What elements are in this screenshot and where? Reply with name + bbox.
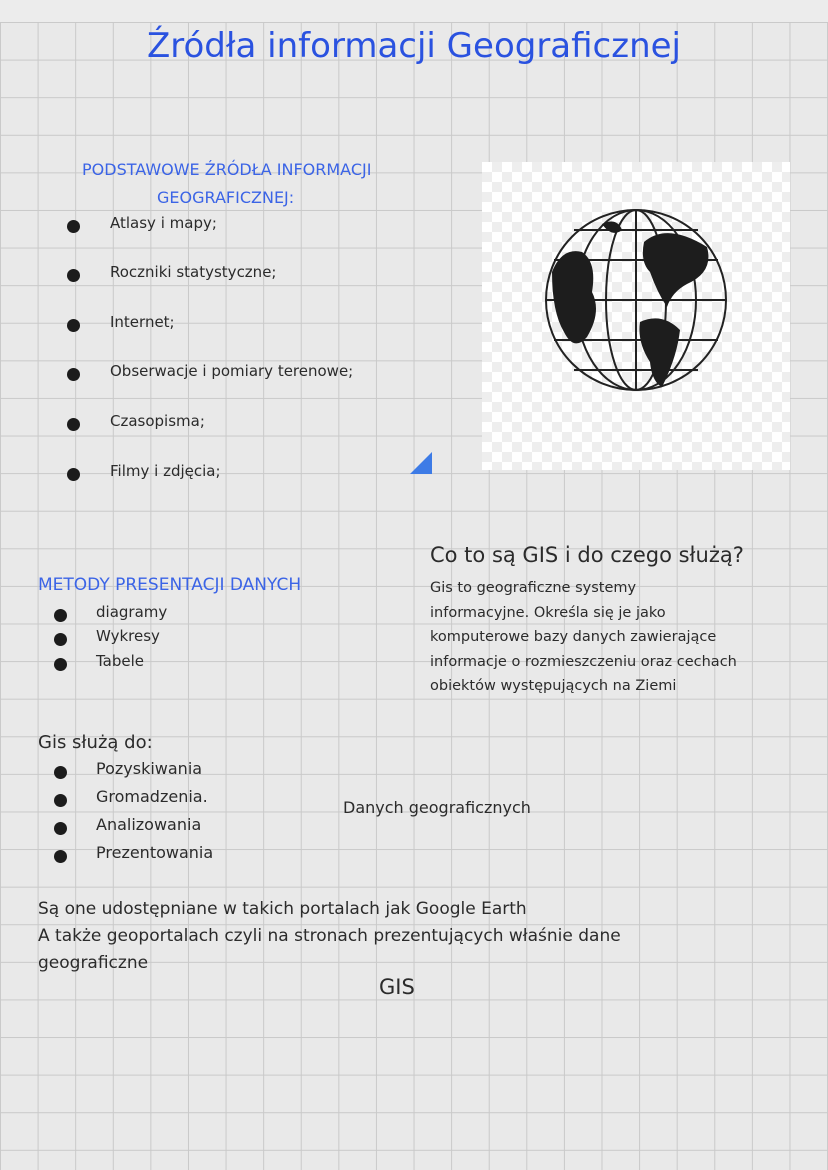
portals-text: [38, 896, 621, 977]
gis-uses-heading: Gis służą do:: [38, 732, 153, 753]
gis-description-line: Gis to geograficzne systemy: [430, 580, 637, 596]
gis-description-line: informacje o rozmieszczeniu oraz cechach: [430, 653, 737, 670]
bullet-icon: [67, 418, 80, 431]
top-band: [0, 0, 828, 22]
gis-description-line: informacyjne. Określa się je jako: [430, 604, 666, 621]
gis-description-line: obiektów występujących na Ziemi: [430, 678, 677, 694]
corner-triangle-icon: [410, 452, 432, 474]
bullet-icon: [67, 220, 80, 233]
portals-line: Są one udostępniane w takich portalach jak Google Earth: [38, 899, 527, 919]
bullet-icon: [54, 822, 67, 835]
bullet-icon: [54, 633, 67, 646]
bullet-icon: [54, 794, 67, 807]
bullet-icon: [67, 468, 80, 481]
methods-heading: METODY PRESENTACJI DANYCH: [38, 575, 302, 595]
sources-heading-line2: GEOGRAFICZNEJ:: [157, 188, 295, 207]
bullet-icon: [67, 368, 80, 381]
gis-description: [430, 576, 820, 699]
bullet-icon: [67, 319, 80, 332]
portals-line: geograficzne: [38, 953, 149, 973]
portals-line: A także geoportalach czyli na stronach prezentujących właśnie dane: [38, 926, 621, 946]
gis-label: GIS: [379, 975, 415, 999]
globe-image: [482, 162, 790, 470]
bullet-icon: [54, 658, 67, 671]
bullet-icon: [54, 850, 67, 863]
bullet-icon: [67, 269, 80, 282]
gis-heading: Co to są GIS i do czego służą?: [430, 543, 744, 567]
bullet-icon: [54, 766, 67, 779]
gis-description-line: komputerowe bazy danych zawierające: [430, 629, 717, 645]
sources-heading-line1: PODSTAWOWE ŹRÓDŁA INFORMACJI: [82, 160, 372, 179]
page-title: Źródła informacji Geograficznej: [146, 26, 682, 66]
globe-icon: [482, 162, 790, 470]
gis-uses-object: Danych geograficznych: [343, 798, 531, 817]
bullet-icon: [54, 609, 67, 622]
